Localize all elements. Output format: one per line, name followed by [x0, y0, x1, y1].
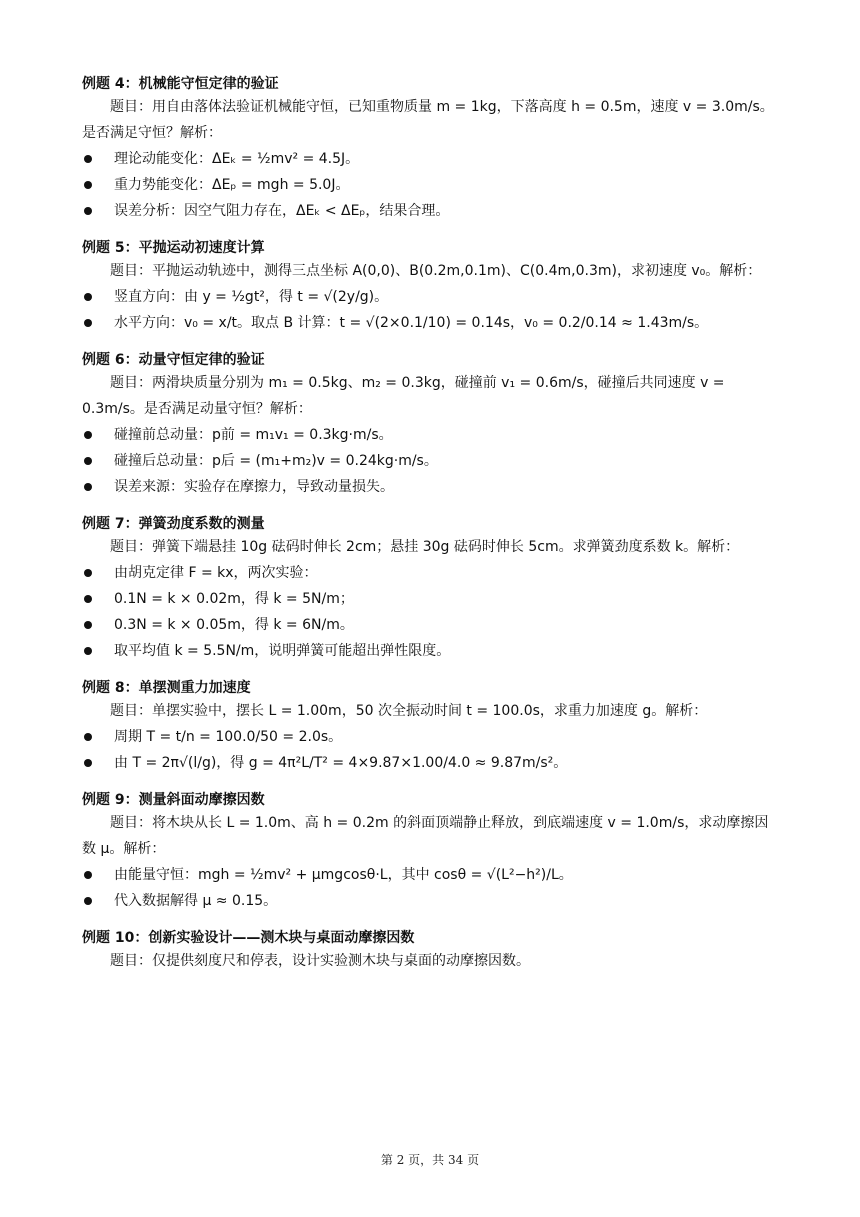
example-title: 例题 10：创新实验设计——测木块与桌面动摩擦因数: [82, 930, 415, 946]
example-10: [82, 928, 780, 974]
example-problem: 题目：单摆实验中，摆长 L = 1.00m，50 次全振动时间 t = 100.0s，求重力加速度 g。解析：: [110, 703, 708, 719]
example-title: 例题 5：平抛运动初速度计算: [82, 240, 265, 256]
solution-list: [82, 862, 780, 914]
example-5: [82, 238, 780, 336]
solution-point: 水平方向：v₀ = x/t。取点 B 计算：t = √(2×0.1/10) = 0.14s，v₀ = 0.2/0.14 ≈ 1.43m/s。: [82, 310, 780, 336]
solution-point: 由 T = 2π√(l/g)，得 g = 4π²L/T² = 4×9.87×1.00/4.0 ≈ 9.87m/s²。: [82, 750, 780, 776]
solution-point: 误差分析：因空气阻力存在，ΔEₖ < ΔEₚ，结果合理。: [82, 198, 780, 224]
example-title: 例题 8：单摆测重力加速度: [82, 680, 251, 696]
example-9: [82, 790, 780, 914]
solution-point: 重力势能变化：ΔEₚ = mgh = 5.0J。: [82, 172, 780, 198]
example-4: [82, 74, 780, 224]
solution-point: 误差来源：实验存在摩擦力，导致动量损失。: [82, 474, 780, 500]
example-problem: 题目：两滑块质量分别为 m₁ = 0.5kg、m₂ = 0.3kg，碰撞前 v₁ = 0.6m/s，碰撞后共同速度 v = 0.3m/s。是否满足动量守恒？解析：: [82, 375, 725, 417]
solution-point: 周期 T = t/n = 100.0/50 = 2.0s。: [82, 724, 780, 750]
solution-point: 碰撞前总动量：p前 = m₁v₁ = 0.3kg·m/s。: [82, 422, 780, 448]
solution-list: [82, 284, 780, 336]
solution-point: 理论动能变化：ΔEₖ = ½mv² = 4.5J。: [82, 146, 780, 172]
solution-point: 取平均值 k = 5.5N/m，说明弹簧可能超出弹性限度。: [82, 638, 780, 664]
example-8: [82, 678, 780, 776]
solution-point: 竖直方向：由 y = ½gt²，得 t = √(2y/g)。: [82, 284, 780, 310]
example-6: [82, 350, 780, 500]
example-title: 例题 7：弹簧劲度系数的测量: [82, 516, 265, 532]
example-problem: 题目：将木块从长 L = 1.0m、高 h = 0.2m 的斜面顶端静止释放，到底端速度 v = 1.0m/s，求动摩擦因数 μ。解析：: [82, 815, 769, 857]
solution-list: [82, 146, 780, 224]
solution-point: 碰撞后总动量：p后 = (m₁+m₂)v = 0.24kg·m/s。: [82, 448, 780, 474]
page-content: [82, 74, 780, 974]
solution-point: 0.3N = k × 0.05m，得 k = 6N/m。: [82, 612, 780, 638]
example-title: 例题 6：动量守恒定律的验证: [82, 352, 265, 368]
solution-point: 代入数据解得 μ ≈ 0.15。: [82, 888, 780, 914]
example-problem: 题目：平抛运动轨迹中，测得三点坐标 A(0,0)、B(0.2m,0.1m)、C(0.4m,0.3m)，求初速度 v₀。解析：: [110, 263, 762, 279]
solution-point: 0.1N = k × 0.02m，得 k = 5N/m；: [82, 586, 780, 612]
example-title: 例题 4：机械能守恒定律的验证: [82, 76, 279, 92]
example-problem: 题目：仅提供刻度尺和停表，设计实验测木块与桌面的动摩擦因数。: [110, 953, 530, 969]
example-problem: 题目：用自由落体法验证机械能守恒，已知重物质量 m = 1kg，下落高度 h = 0.5m，速度 v = 3.0m/s。是否满足守恒？解析：: [82, 99, 774, 141]
solution-list: [82, 560, 780, 664]
solution-point: 由胡克定律 F = kx，两次实验：: [82, 560, 780, 586]
example-problem: 题目：弹簧下端悬挂 10g 砝码时伸长 2cm；悬挂 30g 砝码时伸长 5cm。求弹簧劲度系数 k。解析：: [110, 539, 740, 555]
example-7: [82, 514, 780, 664]
example-title: 例题 9：测量斜面动摩擦因数: [82, 792, 265, 808]
page-footer: 第 2 页，共 34 页: [380, 1153, 480, 1167]
solution-list: [82, 422, 780, 500]
solution-point: 由能量守恒：mgh = ½mv² + μmgcosθ·L，其中 cosθ = √(L²−h²)/L。: [82, 862, 780, 888]
solution-list: [82, 724, 780, 776]
